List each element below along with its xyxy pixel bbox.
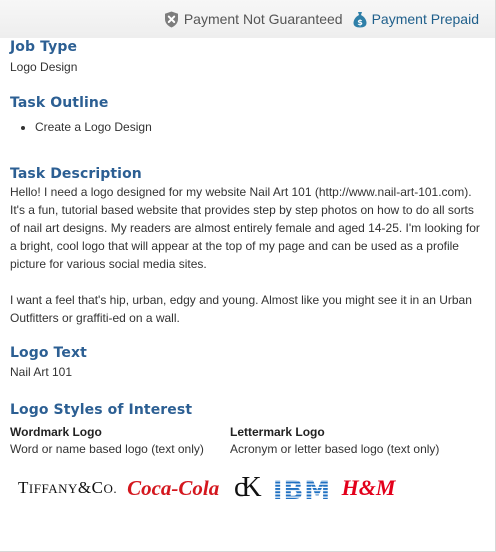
lettermark-description: Acronym or letter based logo (text only) <box>230 442 440 456</box>
tiffany-logo: TIFFANY&CO. <box>18 478 118 497</box>
shield-x-icon <box>164 11 179 28</box>
task-outline-section <box>10 95 481 136</box>
wordmark-title: Wordmark Logo <box>10 425 102 439</box>
task-outline-item: • Create a Logo Design <box>35 118 481 136</box>
logo-text-section <box>10 345 481 381</box>
logo-styles-heading: Logo Styles of Interest <box>10 402 193 418</box>
task-description-paragraph: Hello! I need a logo designed for my website Nail Art 101 (http://www.nail-art-101.com). It's a fun, tutorial based website that provides step by step photos on how to do all sorts of nail art designs. My readers are almost entirely female and aged 14-25. I'm looking for a bright, cool logo that will appear at the top of my page and can be used as a profile picture for various social media sites. <box>10 185 480 271</box>
logo-styles-grid <box>10 425 481 508</box>
job-type-section <box>10 39 481 76</box>
task-outline-list <box>10 118 481 136</box>
task-description-paragraph: I want a feel that's hip, urban, edgy and young. Almost like you might see it in an Urban Outfitters or graffiti-ed on a wall. <box>10 293 472 325</box>
lettermark-style <box>230 425 450 508</box>
task-description-section <box>10 166 481 327</box>
hm-logo: H&M <box>341 475 396 500</box>
lettermark-examples <box>230 468 450 508</box>
wordmark-description: Word or name based logo (text only) <box>10 442 204 456</box>
job-type-value: Logo Design <box>10 60 78 74</box>
job-type-heading: Job Type <box>10 39 78 55</box>
coca-cola-logo: Coca-Cola <box>127 475 220 500</box>
money-bag-icon <box>353 11 367 28</box>
svg-text:$: $ <box>356 17 363 27</box>
wordmark-style <box>10 425 230 508</box>
payment-not-guaranteed-label: Payment Not Guaranteed <box>183 11 343 27</box>
task-outline-heading: Task Outline <box>10 95 109 111</box>
svg-text:IBM: IBM <box>272 476 331 501</box>
wordmark-examples <box>10 468 230 508</box>
payment-prepaid-label: Payment Prepaid <box>371 11 479 27</box>
ibm-logo <box>271 475 333 501</box>
logo-text-value: Nail Art 101 <box>10 365 73 379</box>
task-description-heading: Task Description <box>10 166 142 182</box>
logo-styles-section <box>10 402 481 508</box>
logo-text-heading: Logo Text <box>10 345 87 361</box>
payment-not-guaranteed-status <box>164 11 343 28</box>
ck-logo: cK <box>234 472 257 503</box>
lettermark-title: Lettermark Logo <box>230 425 325 439</box>
payment-prepaid-status <box>353 11 479 28</box>
job-content <box>10 38 481 508</box>
payment-status-bar <box>0 0 495 38</box>
